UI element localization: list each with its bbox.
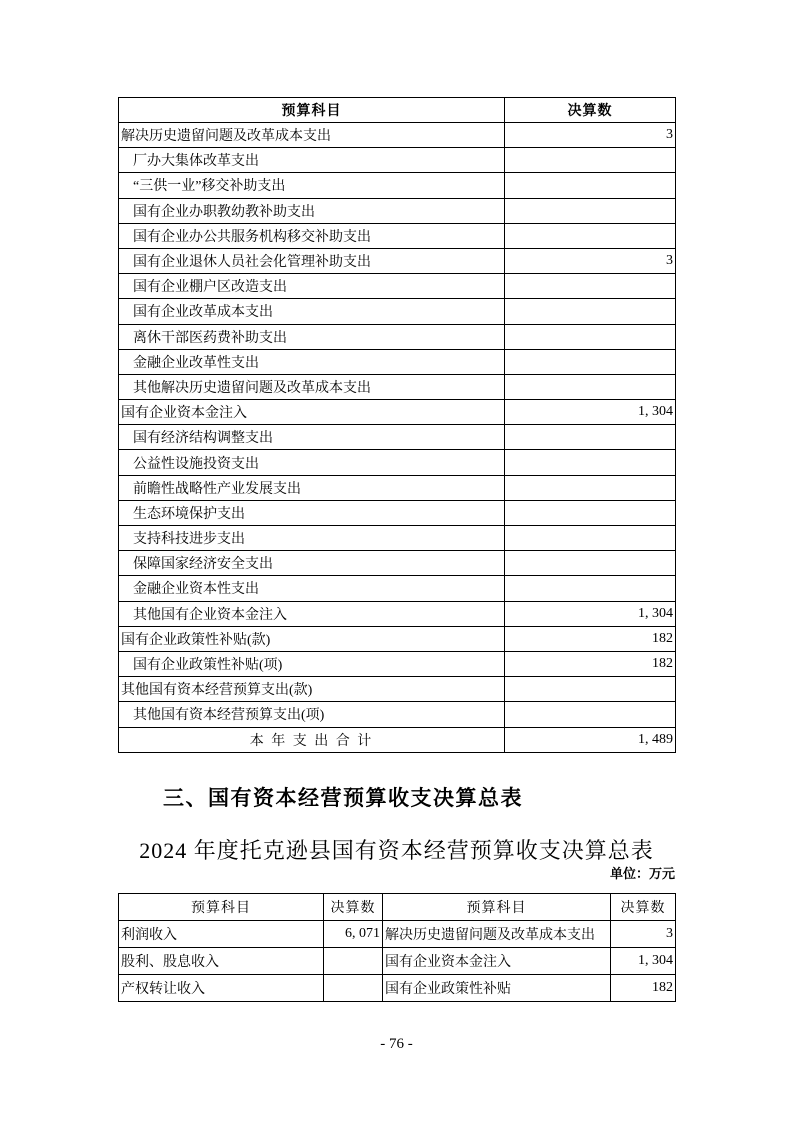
expense-header-subject: 预算科目 [119,98,505,123]
final-amount-cell [505,274,676,299]
income-amount-cell [324,948,383,975]
expense-table-row [119,500,676,525]
final-amount-cell: 3 [505,248,676,273]
budget-subject-cell: 支持科技进步支出 [119,526,505,551]
expense-table-row [119,450,676,475]
section-heading: 三、国有资本经营预算收支决算总表 [163,786,523,810]
expense-table-row [119,274,676,299]
budget-subject-cell: 国有企业改革成本支出 [119,299,505,324]
budget-subject-cell: 其他国有资本经营预算支出(款) [119,677,505,702]
budget-subject-cell: 公益性设施投资支出 [119,450,505,475]
budget-subject-cell: 厂办大集体改革支出 [119,148,505,173]
budget-subject-cell: 金融企业改革性支出 [119,349,505,374]
income-amount-cell [324,975,383,1002]
expense-table-row [119,173,676,198]
summary-header-amount-right: 决算数 [611,894,676,921]
budget-subject-cell: “三供一业”移交补助支出 [119,173,505,198]
expense-subject-cell: 国有企业资本金注入 [383,948,611,975]
final-amount-cell [505,702,676,727]
budget-subject-cell: 其他国有企业资本金注入 [119,601,505,626]
expense-table-row [119,148,676,173]
final-amount-cell [505,374,676,399]
final-amount-cell [505,148,676,173]
expense-table-row [119,551,676,576]
final-amount-cell: 1, 489 [505,727,676,752]
budget-subject-cell: 生态环境保护支出 [119,500,505,525]
final-amount-cell [505,526,676,551]
budget-subject-cell: 国有企业资本金注入 [119,400,505,425]
expense-table-row [119,526,676,551]
expense-table-row [119,651,676,676]
final-amount-cell [505,576,676,601]
expense-table-row [119,702,676,727]
budget-subject-cell: 离休干部医药费补助支出 [119,324,505,349]
final-amount-cell [505,173,676,198]
final-amount-cell: 1, 304 [505,400,676,425]
final-amount-cell [505,299,676,324]
budget-subject-cell: 国有企业退休人员社会化管理补助支出 [119,248,505,273]
expense-amount-cell: 3 [611,921,676,948]
income-subject-cell: 利润收入 [119,921,324,948]
expense-table-row [119,576,676,601]
final-amount-cell [505,223,676,248]
budget-subject-cell: 国有企业棚户区改造支出 [119,274,505,299]
final-amount-cell [505,425,676,450]
expense-subject-cell: 国有企业政策性补贴 [383,975,611,1002]
budget-subject-cell: 前瞻性战略性产业发展支出 [119,475,505,500]
final-amount-cell [505,500,676,525]
summary-table-body [119,921,676,1002]
final-amount-cell [505,475,676,500]
summary-table-header-row [119,894,676,921]
expense-table-row [119,374,676,399]
expense-table-row [119,248,676,273]
final-amount-cell [505,551,676,576]
budget-subject-cell: 国有企业政策性补贴(项) [119,651,505,676]
summary-header-subject-right: 预算科目 [383,894,611,921]
expense-table-row [119,198,676,223]
income-subject-cell: 产权转让收入 [119,975,324,1002]
expense-subject-cell: 解决历史遗留问题及改革成本支出 [383,921,611,948]
table-title: 2024 年度托克逊县国有资本经营预算收支决算总表 [139,838,654,863]
expense-table-row [119,677,676,702]
expense-amount-cell: 182 [611,975,676,1002]
expense-header-amount: 决算数 [505,98,676,123]
budget-subject-cell: 金融企业资本性支出 [119,576,505,601]
expense-amount-cell: 1, 304 [611,948,676,975]
expense-table-body [119,123,676,753]
expense-table-row [119,400,676,425]
budget-subject-cell: 国有企业政策性补贴(款) [119,626,505,651]
expense-table-row [119,601,676,626]
expense-table-header-row [119,98,676,123]
budget-subject-cell: 国有企业办职教幼教补助支出 [119,198,505,223]
final-amount-cell [505,349,676,374]
budget-subject-cell: 本 年 支 出 合 计 [119,727,505,752]
final-amount-cell: 182 [505,626,676,651]
summary-table-row [119,948,676,975]
income-amount-cell: 6, 071 [324,921,383,948]
budget-subject-cell: 其他国有资本经营预算支出(项) [119,702,505,727]
summary-table-row [119,921,676,948]
budget-subject-cell: 其他解决历史遗留问题及改革成本支出 [119,374,505,399]
expense-table-row [119,223,676,248]
budget-subject-cell: 国有经济结构调整支出 [119,425,505,450]
final-amount-cell [505,198,676,223]
budget-subject-cell: 解决历史遗留问题及改革成本支出 [119,123,505,148]
income-subject-cell: 股利、股息收入 [119,948,324,975]
summary-header-amount-left: 决算数 [324,894,383,921]
expense-table-row [119,626,676,651]
expense-table-row [119,349,676,374]
expense-table-row [119,425,676,450]
page-number: - 76 - [380,1036,413,1052]
summary-table-row [119,975,676,1002]
expense-table-row [119,123,676,148]
budget-subject-cell: 国有企业办公共服务机构移交补助支出 [119,223,505,248]
expense-table-row [119,299,676,324]
final-amount-cell: 182 [505,651,676,676]
summary-header-subject-left: 预算科目 [119,894,324,921]
final-amount-cell [505,450,676,475]
summary-table [118,893,676,1002]
expense-table-row [119,727,676,752]
expense-table [118,97,676,753]
expense-table-row [119,475,676,500]
expense-table-row [119,324,676,349]
final-amount-cell [505,677,676,702]
unit-label: 单位：万元 [609,866,675,881]
final-amount-cell: 3 [505,123,676,148]
budget-subject-cell: 保障国家经济安全支出 [119,551,505,576]
final-amount-cell: 1, 304 [505,601,676,626]
final-amount-cell [505,324,676,349]
